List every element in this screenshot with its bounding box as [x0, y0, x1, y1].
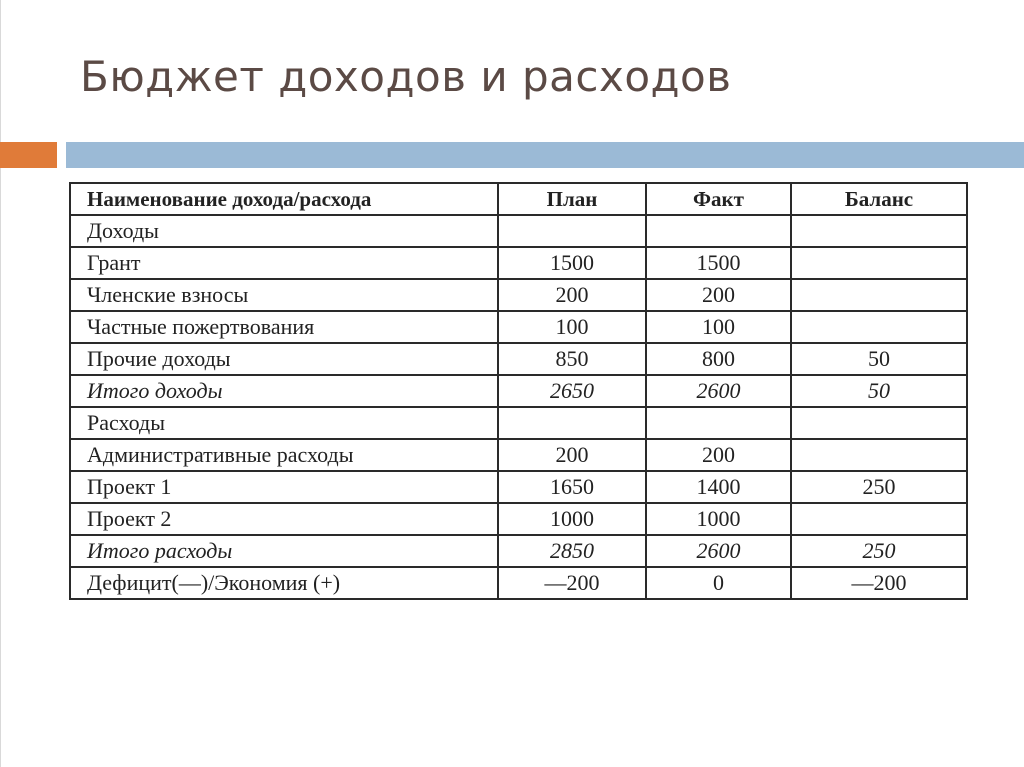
table-row	[70, 439, 967, 471]
row-fact: 2600	[646, 535, 791, 567]
row-plan: 1650	[498, 471, 646, 503]
row-balance: 50	[791, 375, 967, 407]
table-row	[70, 279, 967, 311]
table-row	[70, 471, 967, 503]
row-balance	[791, 311, 967, 343]
row-fact: 100	[646, 311, 791, 343]
row-name: Частные пожертвования	[70, 311, 498, 343]
header-name: Наименование дохода/расхода	[70, 183, 498, 215]
row-name: Грант	[70, 247, 498, 279]
row-fact	[646, 407, 791, 439]
row-plan	[498, 215, 646, 247]
row-balance	[791, 503, 967, 535]
table-row-income-total	[70, 375, 967, 407]
row-name: Итого доходы	[70, 375, 498, 407]
row-plan: 1500	[498, 247, 646, 279]
row-balance	[791, 279, 967, 311]
row-plan	[498, 407, 646, 439]
row-fact: 200	[646, 279, 791, 311]
row-fact: 2600	[646, 375, 791, 407]
row-plan: 100	[498, 311, 646, 343]
table-row	[70, 503, 967, 535]
row-name: Доходы	[70, 215, 498, 247]
row-name: Членские взносы	[70, 279, 498, 311]
row-plan: 200	[498, 439, 646, 471]
row-fact: 200	[646, 439, 791, 471]
budget-table	[69, 182, 968, 600]
row-name: Итого расходы	[70, 535, 498, 567]
row-balance: 50	[791, 343, 967, 375]
header-plan: План	[498, 183, 646, 215]
row-name: Проект 2	[70, 503, 498, 535]
table-header-row	[70, 183, 967, 215]
table-row-expense-total	[70, 535, 967, 567]
row-balance	[791, 407, 967, 439]
table-row-expense-section	[70, 407, 967, 439]
row-fact	[646, 215, 791, 247]
row-name: Проект 1	[70, 471, 498, 503]
row-balance	[791, 439, 967, 471]
table-row	[70, 247, 967, 279]
row-plan: 2650	[498, 375, 646, 407]
row-fact: 800	[646, 343, 791, 375]
title-rule-bar	[66, 142, 1024, 168]
table-row-deficit	[70, 567, 967, 599]
accent-bar	[0, 142, 57, 168]
row-name: Прочие доходы	[70, 343, 498, 375]
row-plan: 850	[498, 343, 646, 375]
row-name: Административные расходы	[70, 439, 498, 471]
table-row-income-section	[70, 215, 967, 247]
row-fact: 0	[646, 567, 791, 599]
row-balance	[791, 247, 967, 279]
table-row	[70, 311, 967, 343]
row-balance: —200	[791, 567, 967, 599]
row-balance: 250	[791, 471, 967, 503]
table-row	[70, 343, 967, 375]
row-balance: 250	[791, 535, 967, 567]
row-plan: —200	[498, 567, 646, 599]
row-name: Дефицит(—)/Экономия (+)	[70, 567, 498, 599]
slide-left-edge	[0, 0, 1, 767]
row-fact: 1500	[646, 247, 791, 279]
row-plan: 200	[498, 279, 646, 311]
slide-title: Бюджет доходов и расходов	[80, 52, 732, 101]
header-balance: Баланс	[791, 183, 967, 215]
row-name: Расходы	[70, 407, 498, 439]
row-fact: 1000	[646, 503, 791, 535]
row-plan: 2850	[498, 535, 646, 567]
row-fact: 1400	[646, 471, 791, 503]
header-fact: Факт	[646, 183, 791, 215]
row-balance	[791, 215, 967, 247]
row-plan: 1000	[498, 503, 646, 535]
